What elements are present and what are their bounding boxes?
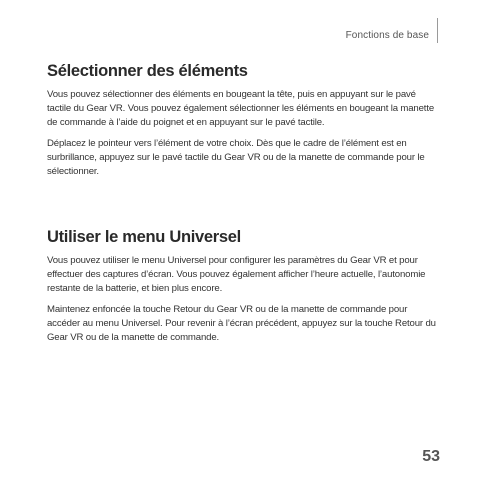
section-title: Sélectionner des éléments: [47, 62, 248, 80]
section-universal-menu: [47, 226, 439, 345]
paragraph: Maintenez enfoncée la touche Retour du Gear VR ou de la manette de commande pour accéder au menu Universel. Pour revenir à l’écran précédent, appuyez sur la touche Retour du Gear VR ou de la manette de commande.: [47, 303, 436, 344]
section-title: Utiliser le menu Universel: [47, 228, 241, 246]
header-divider: [437, 18, 438, 43]
paragraph: Déplacez le pointeur vers l’élément de votre choix. Dès que le cadre de l’élément est en surbrillance, appuyez sur le pavé tactile du Gear VR ou de la manette de commande pour le sélectionner.: [47, 137, 425, 178]
paragraph: Vous pouvez sélectionner des éléments en bougeant la tête, puis en appuyant sur le pavé tactile du Gear VR. Vous pouvez également sélectionner les éléments en bougeant la manette de commande à l’aide du poignet et en appuyant sur le pavé tactile.: [47, 89, 435, 129]
running-header: Fonctions de base: [345, 30, 429, 41]
page-number: 53: [422, 448, 440, 465]
section-select-items: [47, 60, 437, 179]
paragraph: Vous pouvez utiliser le menu Universel pour configurer les paramètres du Gear VR et pour effectuer des captures d’écran. Vous pouvez également afficher l’heure actuelle, l’autonomie restante de la batterie, et bien plus encore.: [47, 255, 426, 295]
